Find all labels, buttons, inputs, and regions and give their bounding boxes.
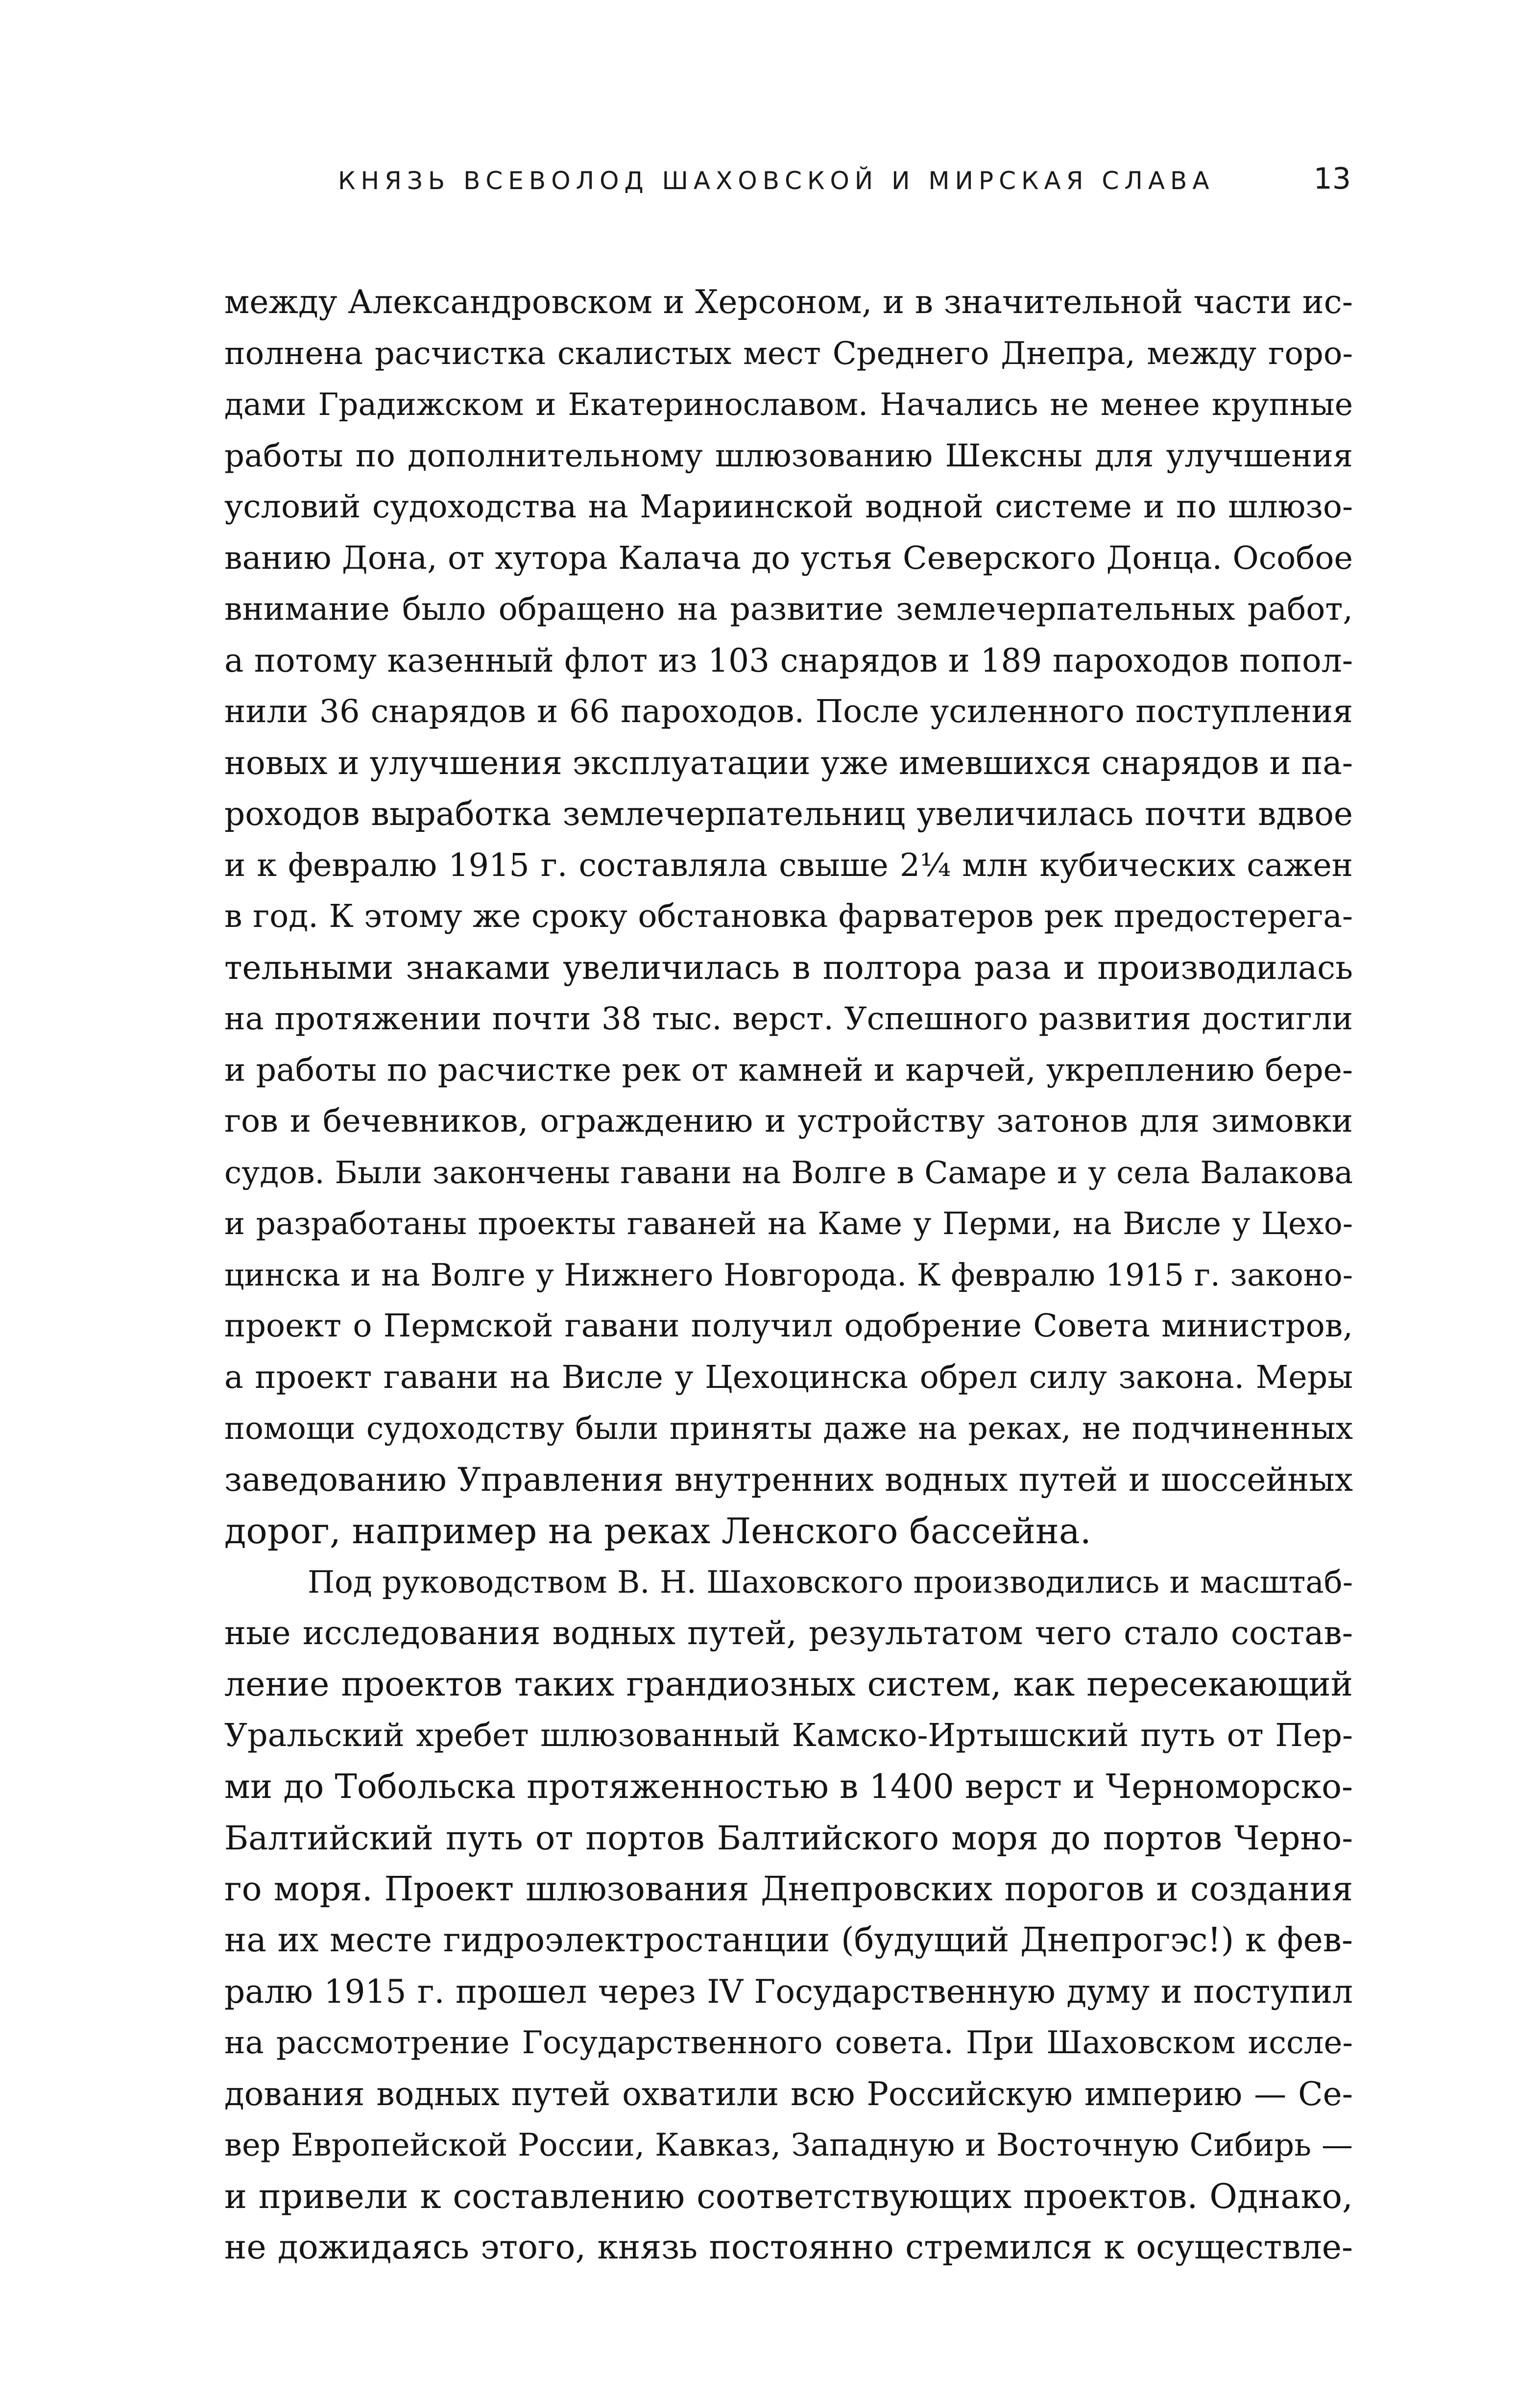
text-line: внимание было обращено на развитие землечерпательных работ,	[224, 591, 1353, 628]
running-head: КНЯЗЬ ВСЕВОЛОД ШАХОВСКОЙ И МИРСКАЯ СЛАВА	[338, 167, 1215, 195]
text-line: а потому казенный флот из 103 снарядов и 189 пароходов попол-	[224, 641, 1353, 679]
text-line: ми до Тобольска протяженностью в 1400 верст и Черноморско-	[224, 1767, 1353, 1806]
text-line: дами Градижском и Екатеринославом. Начались не менее крупные	[224, 387, 1353, 422]
page-number: 13	[1313, 162, 1351, 196]
text-line: а проект гавани на Висле у Цехоцинска обрел силу закона. Меры	[224, 1359, 1353, 1396]
text-line: Уральский хребет шлюзованный Камско-Иртышский путь от Пер-	[224, 1717, 1353, 1754]
text-line: гов и бечевников, ограждению и устройству затонов для зимовки	[224, 1103, 1353, 1140]
text-line: ванию Дона, от хутора Калача до устья Северского Донца. Особое	[224, 539, 1353, 577]
text-line: на протяжении почти 38 тыс. верст. Успешного развития достигли	[224, 1001, 1353, 1037]
text-line: и привели к составлению соответствующих проектов. Однако,	[224, 2177, 1353, 2216]
body-text	[224, 277, 1353, 2274]
text-line: на рассмотрение Государственного совета. При Шаховском иссле-	[224, 2025, 1353, 2061]
text-line: и к февралю 1915 г. составляла свыше 2¼ млн кубических сажен	[224, 847, 1353, 884]
text-line: полнена расчистка скалистых мест Среднего Днепра, между горо-	[224, 335, 1353, 372]
text-line: и работы по расчистке рек от камней и карчей, укреплению бере-	[224, 1051, 1353, 1089]
text-line: ление проектов таких грандиозных систем, как пересекающий	[224, 1665, 1353, 1704]
text-line: не дожидаясь этого, князь постоянно стремился к осуществле-	[224, 2228, 1353, 2267]
text-line: помощи судоходству были приняты даже на реках, не подчиненных	[224, 1410, 1353, 1446]
text-line: заведованию Управления внутренних водных путей и шоссейных	[224, 1460, 1353, 1499]
text-line: роходов выработка землечерпательниц увеличилась почти вдвое	[224, 795, 1353, 833]
text-line: вер Европейской России, Кавказ, Западную и Восточную Сибирь —	[224, 2127, 1353, 2163]
text-line: дорог, например на реках Ленского бассейна.	[224, 1510, 1091, 1552]
text-line: го моря. Проект шлюзования Днепровских порогов и создания	[224, 1869, 1353, 1909]
paragraph-1	[224, 277, 1353, 1557]
text-line: в год. К этому же сроку обстановка фарватеров рек предостерега-	[224, 898, 1353, 935]
text-line: Балтийский путь от портов Балтийского моря до портов Черно-	[224, 1819, 1353, 1857]
text-line: Под руководством В. Н. Шаховского производились и масштаб-	[308, 1564, 1353, 1600]
text-line: и разработаны проекты гаваней на Каме у Перми, на Висле у Цехо-	[224, 1206, 1353, 1241]
paragraph-2	[224, 1557, 1353, 2274]
text-line: дования водных путей охватили всю Российскую империю — Се-	[224, 2075, 1353, 2113]
text-line: проект о Пермской гавани получил одобрение Совета министров,	[224, 1308, 1353, 1344]
text-line: нили 36 снарядов и 66 пароходов. После усиленного поступления	[224, 693, 1353, 730]
text-line: работы по дополнительному шлюзованию Шексны для улучшения	[224, 437, 1353, 474]
text-line: судов. Были закончены гавани на Волге в Самаре и у села Валакова	[224, 1154, 1353, 1190]
text-line: условий судоходства на Мариинской водной системе и по шлюзо-	[224, 488, 1353, 525]
text-line: на их месте гидроэлектростанции (будущий Днепрогэс!) к фев-	[224, 1921, 1353, 1960]
text-line: ралю 1915 г. прошел через IV Государственную думу и поступил	[224, 1972, 1353, 2011]
text-line: ные исследования водных путей, результатом чего стало состав-	[224, 1614, 1353, 1652]
text-line: цинска и на Волге у Нижнего Новгорода. К февралю 1915 г. законо-	[224, 1257, 1353, 1293]
text-line: между Александровском и Херсоном, и в значительной части ис-	[224, 283, 1353, 321]
text-line: новых и улучшения эксплуатации уже имевшихся снарядов и па-	[224, 744, 1353, 782]
text-line: тельными знаками увеличилась в полтора раза и производилась	[224, 948, 1353, 987]
